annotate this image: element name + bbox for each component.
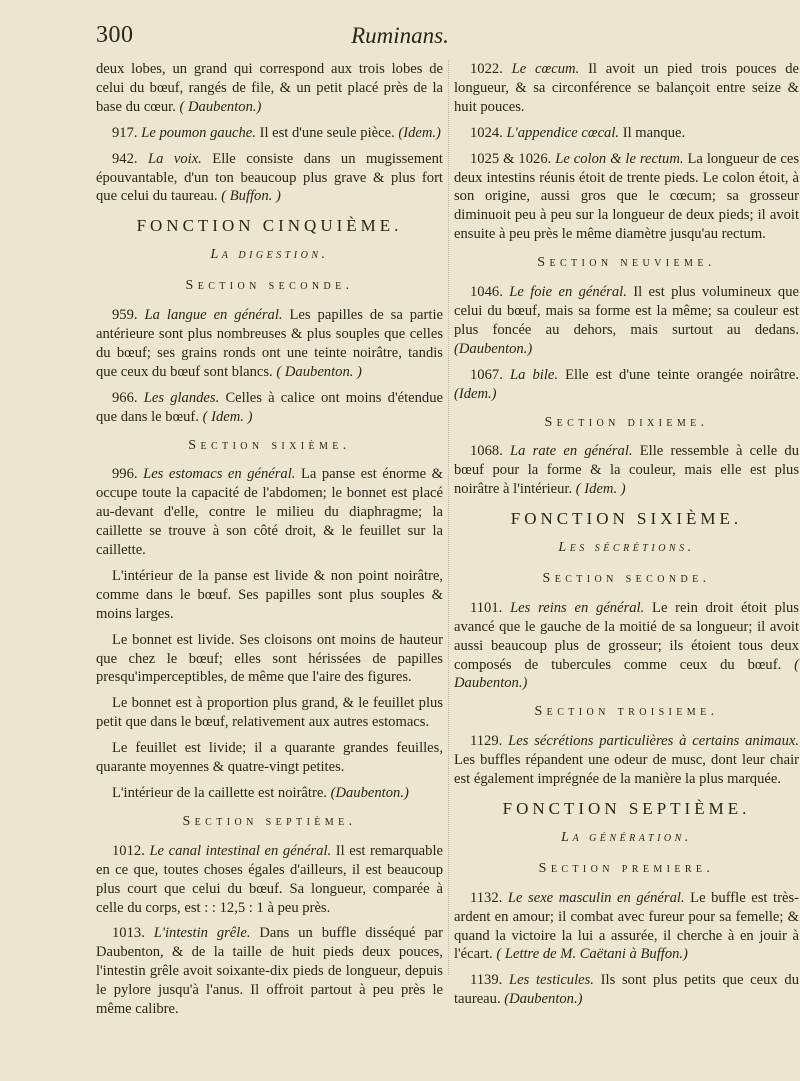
paragraph-title: Le canal intestinal en général. — [149, 842, 332, 859]
citation: (Idem.) — [398, 124, 441, 141]
paragraph-text: La longueur de ces deux intestins réunis étoit de trente pieds. Le colon étoit, à son origine, aussi gros que le cœcum; sa grosseur diminuoit peu à peu sur la longueur de deux pieds; il avoit ensuite à peu près le même diamètre jusqu'au rectum. — [454, 150, 799, 243]
paragraph-text: Le buffle est très-ardent en amour; il combat avec fureur pour sa femelle; & quand la victoire la lui a assurée, il cherche à en jouir à l'écart. — [454, 889, 799, 963]
paragraph — [454, 442, 799, 499]
paragraph-text: Il est d'une seule pièce. — [259, 124, 395, 141]
paragraph-title: Les testicules. — [509, 972, 594, 989]
section-heading: Section seconde. — [542, 570, 711, 586]
paragraph — [96, 60, 443, 117]
section-heading: Section premiere. — [538, 860, 715, 876]
paragraph-text: Les papilles de sa partie antérieure sont plus nombreuses & plus souples que celles du bœuf; ses grains ronds ont une teinte noirâtre, tandis que ceux du bœuf sont blancs. — [96, 307, 443, 380]
paragraph-text: Dans un buffle disséqué par Daubenton, & de la taille de huit pieds deux pouces, l'intestin grêle avoit soixante-dix pieds de longueur, depuis le pylore jusqu'à l'anus. Il offroit partout à peu près le même calibre. — [96, 925, 443, 1018]
citation: (Daubenton.) — [454, 340, 533, 357]
paragraph-number: 996. — [112, 466, 138, 483]
paragraph — [454, 150, 799, 245]
right-column — [454, 60, 799, 1016]
citation: ( Daubenton. ) — [276, 363, 362, 380]
page-number: 300 — [96, 22, 134, 48]
chapter-subheading: Les sécrétions. — [558, 540, 695, 556]
chapter-subheading: La digestion. — [210, 247, 329, 263]
section-heading: Section troisieme. — [534, 704, 719, 720]
paragraph — [96, 150, 443, 207]
section-heading: Section seconde. — [185, 278, 354, 294]
paragraph-text: Il est plus volumineux que celui du bœuf, mais sa forme est la même; sa couleur est plus foncée au dehors, mais surtout au dedans. — [454, 284, 800, 338]
citation: ( Daubenton.) — [454, 656, 799, 692]
paragraph — [96, 842, 443, 918]
paragraph-text: L'intérieur de la panse est livide & non point noirâtre, comme dans le bœuf. Ses papilles sont plus souples & moins larges. — [96, 567, 443, 622]
paragraph-text: Celles à calice ont moins d'étendue que dans le bœuf. — [96, 389, 443, 425]
fonction-heading: FONCTION SIXIÈME. — [510, 509, 743, 529]
paragraph-text: Il manque. — [622, 124, 686, 141]
paragraph — [96, 631, 443, 688]
paragraph — [96, 567, 443, 624]
section-heading: Section septième. — [182, 813, 357, 829]
citation: ( Lettre de M. Caëtani à Buffon.) — [496, 946, 688, 963]
paragraph-title: Le sexe masculin en général. — [507, 889, 685, 906]
paragraph-number: 1068. — [470, 443, 503, 460]
paragraph-text: Le bonnet est livide. Ses cloisons ont moins de hauteur que chez le bœuf; elles sont hérissées de papilles presqu'imperceptibles, de même que l'aire des figures. — [96, 631, 443, 686]
paragraph-number: 1046. — [470, 284, 503, 301]
paragraph-text: Le rein droit étoit plus avancé que le gauche de la moitié de sa longueur; il avoit aussi beaucoup plus de grosseur; ils étoient tous deux composés de tubercules comme ceux du bœuf. — [454, 599, 799, 673]
paragraph — [454, 889, 799, 965]
paragraph-text: La panse est énorme & occupe toute la capacité de l'abdomen; le bonnet est placé au-devant d'elle, contre le milieu du diaphragme; la caillette se trouve à son côté droit, & le feuillet sur la caillette. — [96, 466, 443, 559]
fonction-heading: FONCTION CINQUIÈME. — [136, 216, 403, 236]
paragraph-title: La bile. — [509, 366, 559, 383]
paragraph-number: 1025 & 1026. — [470, 150, 552, 167]
paragraph — [96, 389, 443, 427]
paragraph-title: La rate en général. — [510, 443, 633, 460]
citation: (Idem.) — [454, 385, 497, 402]
paragraph-title: L'intestin grêle. — [153, 925, 251, 942]
paragraph-title: Le colon & le rectum. — [555, 150, 684, 167]
paragraph-number: 1012. — [112, 842, 145, 859]
paragraph-number: 1132. — [470, 889, 503, 906]
paragraph-title: La langue en général. — [144, 307, 283, 324]
paragraph — [454, 599, 799, 694]
section-heading: Section dixieme. — [544, 414, 709, 430]
paragraph-text: Le bonnet est à proportion plus grand, & le feuillet plus petit que dans le bœuf, relativement aux autres estomacs. — [96, 695, 443, 731]
paragraph — [96, 465, 443, 560]
paragraph — [96, 784, 443, 803]
citation: ( Buffon. ) — [221, 188, 281, 205]
paragraph — [454, 971, 799, 1009]
paragraph-number: 1013. — [112, 925, 145, 942]
citation: ( Idem. ) — [202, 408, 253, 425]
paragraph — [454, 732, 799, 789]
paragraph-title: Les estomacs en général. — [143, 466, 296, 483]
section-heading: Section neuvieme. — [537, 255, 716, 271]
paragraph-title: L'appendice cœcal. — [506, 124, 620, 141]
left-column — [96, 60, 443, 1026]
paragraph — [96, 306, 443, 382]
paragraph-number: 1022. — [470, 61, 503, 77]
paragraph-number: 966. — [112, 389, 138, 406]
paragraph-title: La voix. — [148, 150, 202, 167]
paragraph-text: Le feuillet est livide; il a quarante grandes feuilles, quarante moyennes & quatre-vingt petites. — [96, 740, 443, 776]
paragraph-number: 1101. — [470, 599, 503, 616]
paragraph — [454, 283, 799, 359]
page-header — [0, 20, 800, 56]
paragraph-number: 1139. — [470, 972, 503, 989]
fonction-heading: FONCTION SEPTIÈME. — [502, 799, 751, 818]
paragraph — [96, 694, 443, 732]
paragraph-text: Elle est d'une teinte orangée noirâtre. — [565, 366, 799, 383]
running-title: Ruminans. — [351, 23, 449, 48]
paragraph-title: Le cœcum. — [511, 61, 580, 77]
citation: ( Idem. ) — [575, 481, 626, 498]
paragraph-number: 1024. — [470, 124, 503, 141]
paragraph-text: Ils sont plus petits que ceux du taureau. — [454, 972, 799, 1008]
column-divider — [448, 60, 449, 975]
paragraph-text: deux lobes, un grand qui correspond aux trois lobes de celui du bœuf, rangés de file, & un petit placé près de la base du cœur. — [96, 61, 443, 115]
paragraph-text: Les buffles répandent une odeur de musc, dont leur chair est également imprégnée de la manière la plus marquée. — [454, 752, 799, 788]
paragraph-title: Les glandes. — [143, 389, 220, 406]
citation: ( Daubenton.) — [179, 98, 262, 115]
paragraph-title: Les reins en général. — [510, 599, 645, 616]
paragraph-text: L'intérieur de la caillette est noirâtre. — [112, 785, 327, 801]
paragraph-title: Le foie en général. — [509, 284, 627, 301]
paragraph — [96, 124, 443, 143]
paragraph-text: Il avoit un pied trois pouces de longueur, & sa circonférence se balançoit entre seize & huit pouces. — [454, 61, 799, 115]
paragraph-title: Les sécrétions particulières à certains animaux. — [508, 733, 799, 750]
section-heading: Section sixième. — [188, 437, 351, 453]
paragraph-text: Elle ressemble à celle du bœuf pour la forme & la couleur, mais elle est plus noirâtre à l'intérieur. — [454, 443, 800, 498]
paragraph-title: Le poumon gauche. — [141, 124, 256, 141]
paragraph-text: Il est remarquable en ce que, toutes choses égales d'ailleurs, il est beaucoup plus court que celui du bœuf. Sa longueur, comparée à celle du corps, est : : 12,5 : 1 à peu près. — [96, 842, 443, 916]
paragraph-number: 1067. — [470, 366, 503, 383]
paragraph — [454, 366, 799, 404]
paragraph-number: 1129. — [470, 733, 503, 750]
paragraph-text: Elle consiste dans un mugissement épouvantable, d'un ton beaucoup plus grave & plus fort que celui du taureau. — [96, 150, 443, 205]
chapter-subheading: La génération. — [561, 829, 692, 845]
paragraph — [96, 739, 443, 777]
paragraph-number: 959. — [112, 307, 138, 324]
paragraph — [96, 924, 443, 1019]
paragraph-number: 942. — [112, 150, 138, 167]
paragraph-number: 917. — [112, 124, 138, 141]
paragraph — [454, 60, 799, 117]
citation: (Daubenton.) — [504, 991, 583, 1008]
citation: (Daubenton.) — [330, 785, 409, 801]
paragraph — [454, 124, 799, 143]
